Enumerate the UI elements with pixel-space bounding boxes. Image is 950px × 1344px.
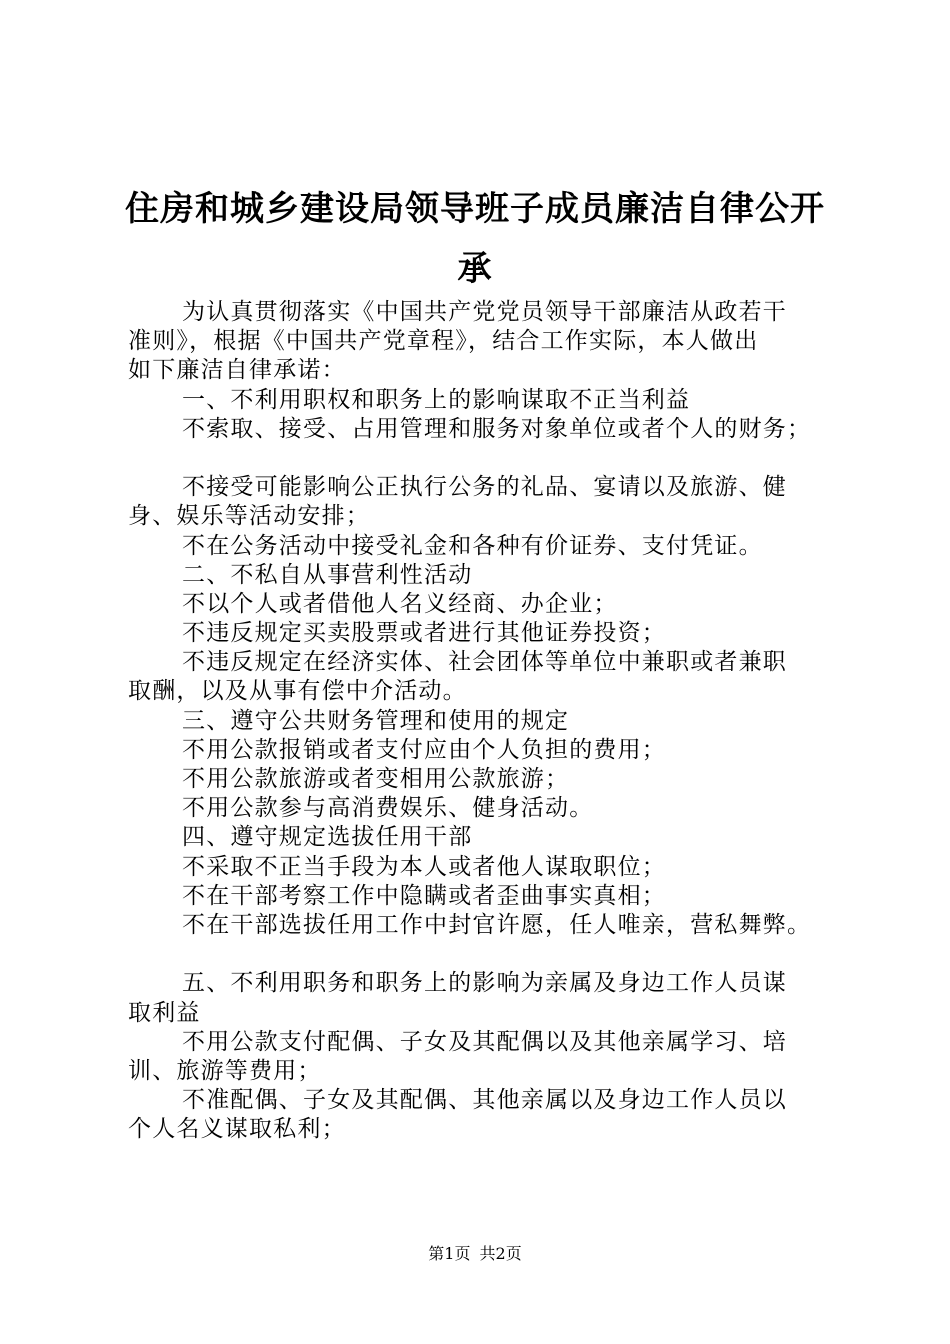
paragraph-line: 不用公款支付配偶、子女及其配偶以及其他亲属学习、培 (182, 1028, 787, 1055)
section-heading: 三、遵守公共财务管理和使用的规定 (182, 707, 570, 734)
section-heading-continuation: 取利益 (128, 999, 201, 1026)
paragraph-line: 不违反规定买卖股票或者进行其他证券投资； (182, 620, 666, 647)
paragraph-line: 不用公款旅游或者变相用公款旅游； (182, 766, 570, 792)
paragraph-line: 取酬，以及从事有偿中介活动。 (128, 678, 467, 705)
blank-line (128, 444, 838, 473)
paragraph-line: 不采取不正当手段为本人或者他人谋取职位； (182, 853, 666, 880)
section-heading: 一、不利用职权和职务上的影响谋取不正当利益 (182, 386, 691, 413)
paragraph-line: 不以个人或者借他人名义经商、办企业； (182, 590, 618, 617)
page-number: 第1页 (428, 1244, 471, 1263)
paragraph-line: 训、旅游等费用； (128, 1057, 322, 1084)
section-heading: 五、不利用职务和职务上的影响为亲属及身边工作人员谋 (182, 970, 787, 997)
page-footer (0, 1244, 950, 1264)
paragraph-line: 不在干部选拔任用工作中封官许愿，任人唯亲，营私舞弊。 (182, 911, 812, 938)
page-total: 共2页 (479, 1244, 522, 1263)
document-body (128, 298, 838, 1144)
paragraph-line: 不在干部考察工作中隐瞒或者歪曲事实真相； (182, 882, 666, 909)
section-heading: 四、遵守规定选拔任用干部 (182, 824, 473, 851)
paragraph-line: 不用公款参与高消费娱乐、健身活动。 (182, 795, 594, 822)
paragraph-line: 不准配偶、子女及其配偶、其他亲属以及身边工作人员以 (182, 1087, 787, 1114)
section-heading: 二、不私自从事营利性活动 (182, 561, 473, 588)
paragraph-line: 不索取、接受、占用管理和服务对象单位或者个人的财务； (182, 415, 812, 442)
paragraph-line: 不用公款报销或者支付应由个人负担的费用； (182, 736, 666, 763)
document-title-line-1: 住房和城乡建设局领导班子成员廉洁自律公开 (125, 189, 825, 229)
paragraph-line: 个人名义谋取私利； (128, 1116, 346, 1143)
paragraph-line: 身、娱乐等活动安排； (128, 503, 370, 530)
paragraph-line: 准则》，根据《中国共产党章程》，结合工作实际，本人做出 (128, 328, 759, 355)
paragraph-line: 为认真贯彻落实《中国共产党党员领导干部廉洁从政若干 (182, 299, 787, 325)
paragraph-line: 如下廉洁自律承诺： (128, 357, 346, 384)
document-title-line-2: 承 (457, 249, 493, 289)
paragraph-line: 不接受可能影响公正执行公务的礼品、宴请以及旅游、健 (182, 474, 787, 501)
paragraph-line: 不违反规定在经济实体、社会团体等单位中兼职或者兼职 (182, 649, 787, 676)
paragraph-line: 不在公务活动中接受礼金和各种有价证券、支付凭证。 (182, 532, 763, 559)
blank-line (128, 940, 838, 969)
